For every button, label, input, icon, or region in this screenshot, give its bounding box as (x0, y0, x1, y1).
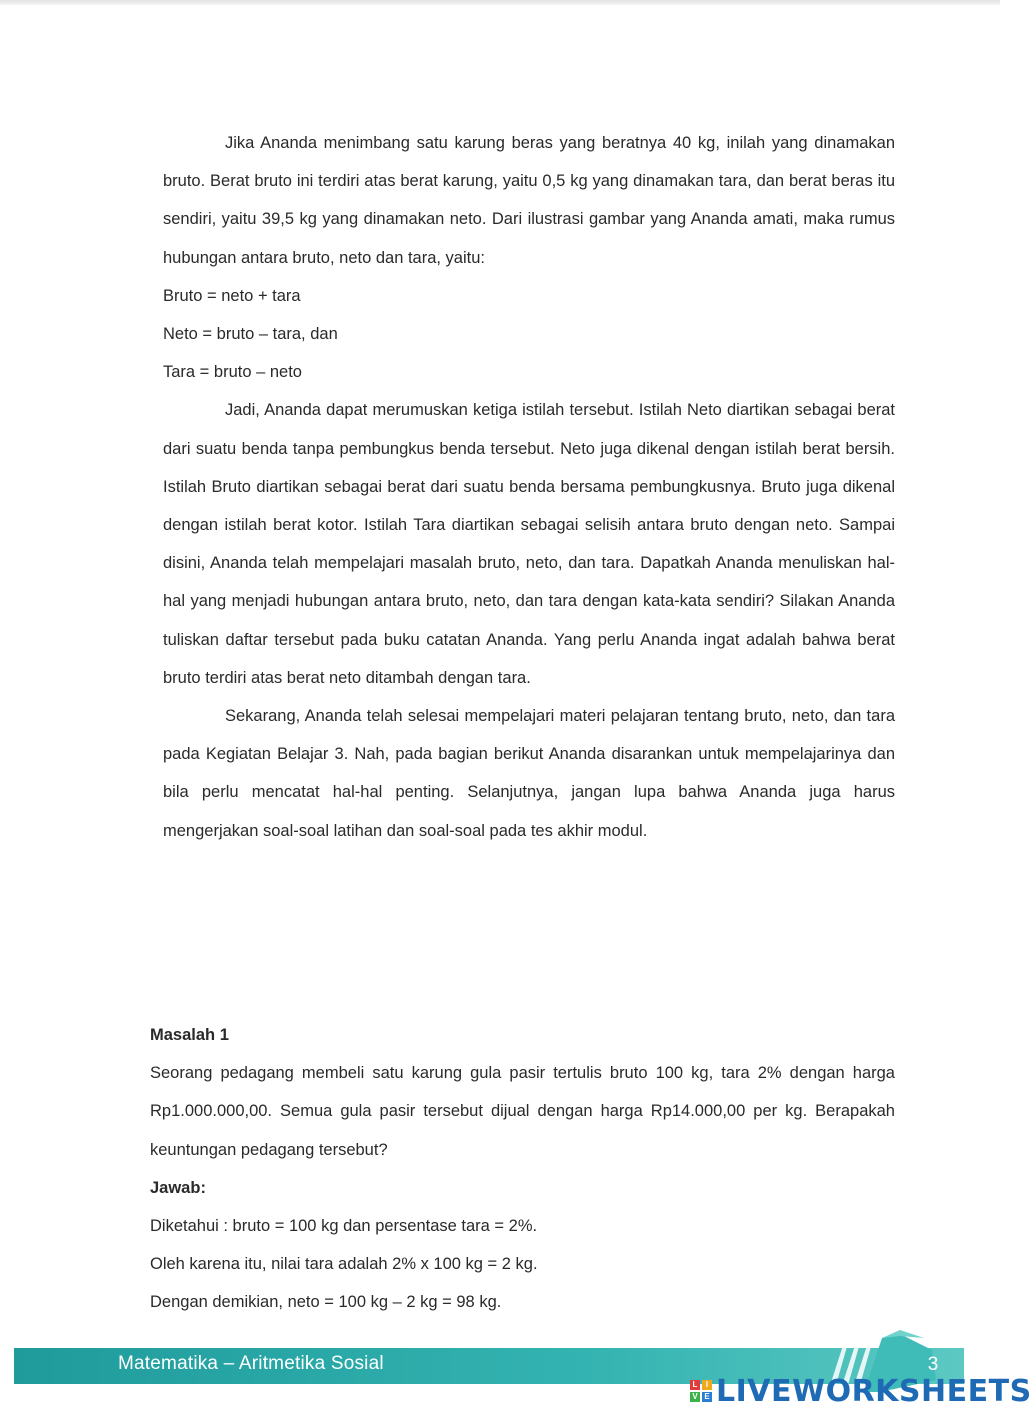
answer-label: Jawab: (150, 1178, 206, 1197)
formula-neto: Neto = bruto – tara, dan (163, 325, 338, 344)
top-rule (0, 0, 1000, 5)
body-text (163, 124, 895, 850)
problem-statement: Seorang pedagang membeli satu karung gula pasir tertulis bruto 100 kg, tara 2% dengan harga Rp1.000.000,00. Semua gula pasir tersebut dijual dengan harga Rp14.000,00 per kg. Berapakah keuntungan pedagang tersebut? (150, 1064, 895, 1159)
answer-line: Diketahui : bruto = 100 kg dan persentase tara = 2%. (150, 1217, 538, 1236)
liveworksheets-watermark (690, 1374, 1032, 1408)
problem-heading: Masalah 1 (150, 1026, 229, 1044)
liveworksheets-logo-icon: L I V E (690, 1380, 712, 1402)
formula-tara: Tara = bruto – neto (163, 363, 302, 382)
problem-section (150, 1016, 895, 1322)
formula-bruto: Bruto = neto + tara (163, 286, 301, 305)
answer-line: Oleh karena itu, nilai tara adalah 2% x 100 kg = 2 kg. (150, 1255, 538, 1274)
liveworksheets-wordmark: LIVEWORKSHEETS (716, 1373, 1032, 1409)
paragraph-bruto-intro: Jika Ananda menimbang satu karung beras yang beratnya 40 kg, inilah yang dinamakan bruto. Berat bruto ini terdiri atas berat karung, yaitu 0,5 kg yang dinamakan tara, dan berat beras itu sendiri, yaitu 39,5 kg yang dinamakan neto. Dari ilustrasi gambar yang Ananda amati, maka rumus hubungan antara bruto, neto dan tara, yaitu: (163, 134, 895, 267)
footer-title: Matematika – Aritmetika Sosial (118, 1353, 384, 1374)
answer-line: Dengan demikian, neto = 100 kg – 2 kg = 98 kg. (150, 1293, 502, 1312)
paragraph-definitions: Jadi, Ananda dapat merumuskan ketiga istilah tersebut. Istilah Neto diartikan sebagai berat dari suatu benda tanpa pembungkus benda tersebut. Neto juga dikenal dengan istilah berat bersih. Istilah Bruto diartikan sebagai berat dari suatu benda bersama pembungkusnya. Bruto juga dikenal dengan istilah berat kotor. Istilah Tara diartikan sebagai selisih antara bruto dengan neto. Sampai disini, Ananda telah mempelajari masalah bruto, neto, dan tara. Dapatkah Ananda menuliskan hal-hal yang menjadi hubungan antara bruto, neto, dan tara dengan kata-kata sendiri? Silakan Ananda tuliskan daftar tersebut pada buku catatan Ananda. Yang perlu Ananda ingat adalah bahwa berat bruto terdiri atas berat neto ditambah dengan tara. (163, 401, 895, 687)
paragraph-summary: Sekarang, Ananda telah selesai mempelajari materi pelajaran tentang bruto, neto, dan tara pada Kegiatan Belajar 3. Nah, pada bagian berikut Ananda disarankan untuk mempelajarinya dan bila perlu mencatat hal-hal penting. Selanjutnya, jangan lupa bahwa Ananda juga harus mengerjakan soal-soal latihan dan soal-soal pada tes akhir modul. (163, 707, 895, 840)
page-number: 3 (927, 1354, 939, 1375)
